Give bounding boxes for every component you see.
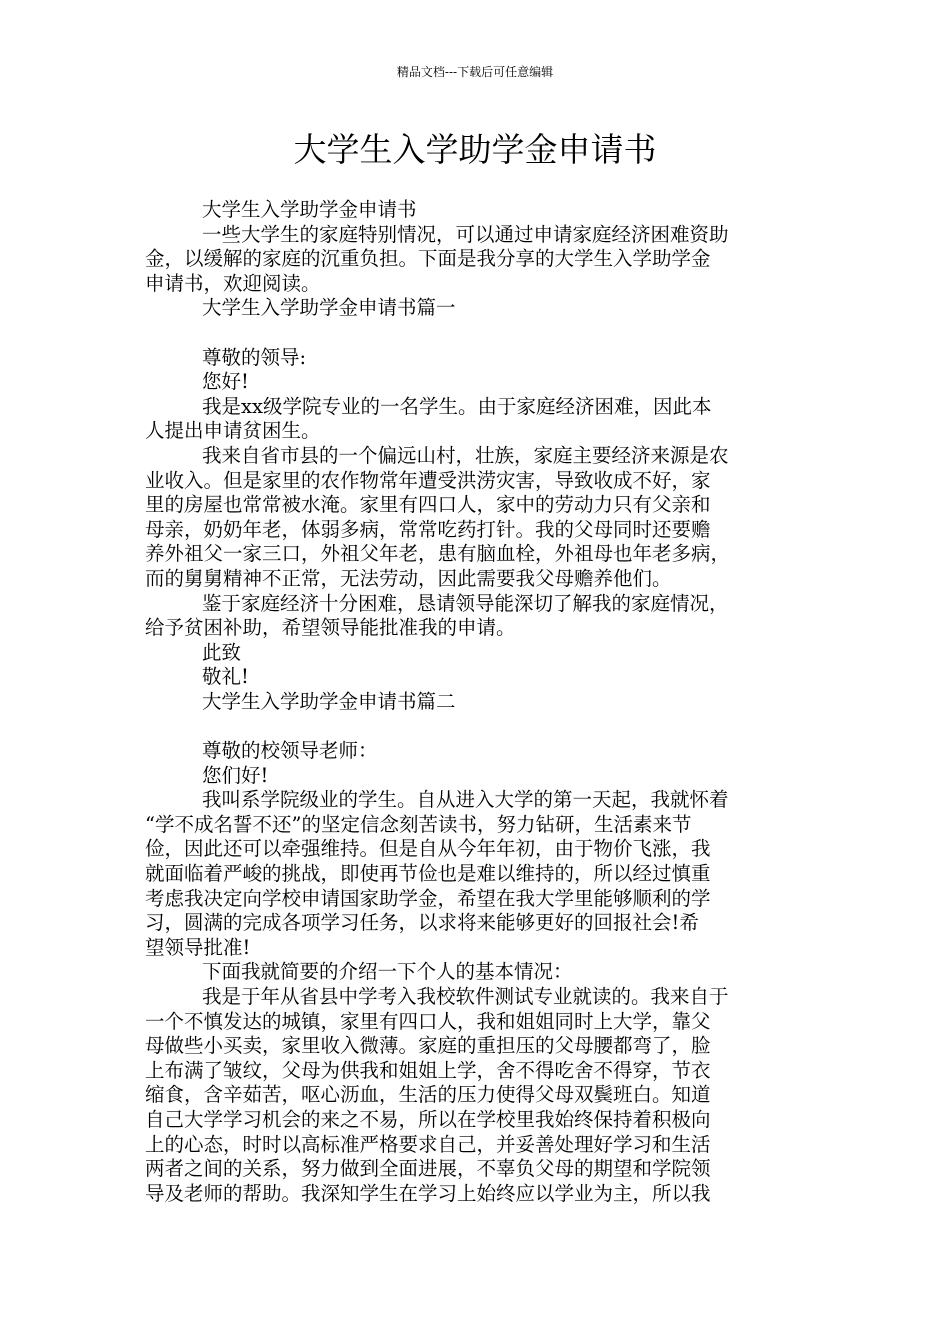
paragraph-line: 鉴于家庭经济十分困难，恳请领导能深切了解我的家庭情况，: [202, 591, 729, 615]
paragraph-line: 一个不慎发达的城镇，家里有四口人，我和姐姐同时上大学，靠父: [145, 1009, 711, 1033]
paragraph-line: 两者之间的关系，努力做到全面进展，不辜负父母的期望和学院领: [145, 1157, 711, 1181]
paragraph-line: 金，以缓解的家庭的沉重负担。下面是我分享的大学生入学助学金: [145, 247, 711, 271]
paragraph-line: 我叫系学院级业的学生。自从进入大学的第一天起，我就怀着: [202, 788, 729, 812]
paragraph-line: 导及老师的帮助。我深知学生在学习上始终应以学业为主，所以我: [145, 1181, 711, 1205]
document-title: 大学生入学助学金申请书: [293, 130, 657, 169]
paragraph-line: 我来自省市县的一个偏远山村，壮族，家庭主要经济来源是农: [202, 443, 729, 467]
paragraph-line: 而的舅舅精神不正常，无法劳动，因此需要我父母赡养他们。: [145, 566, 672, 590]
paragraph-line: 母亲，奶奶年老，体弱多病，常常吃药打针。我的父母同时还要赡: [145, 517, 711, 541]
section-heading: 大学生入学助学金申请书篇二: [202, 689, 456, 713]
salutation: 尊敬的领导:: [202, 345, 307, 369]
greeting: 您们好!: [202, 763, 269, 787]
section-heading: 大学生入学助学金申请书篇一: [202, 296, 456, 320]
paragraph-line: 就面临着严峻的挑战，即使再节俭也是难以维持的，所以经过慎重: [145, 862, 711, 886]
paragraph-line: 人提出申请贫困生。: [145, 419, 321, 443]
page-header-note: 精品文档---下载后可任意编辑: [396, 65, 554, 79]
greeting: 您好!: [202, 370, 249, 394]
paragraph-line: 申请书，欢迎阅读。: [145, 271, 321, 295]
paragraph-line: 养外祖父一家三口，外祖父年老，患有脑血栓，外祖母也年老多病，: [145, 542, 731, 566]
paragraph-line: 望领导批准!: [145, 935, 251, 959]
paragraph-line: 上的心态，时时以高标准严格要求自己，并妥善处理好学习和生活: [145, 1132, 711, 1156]
paragraph-line: “学不成名誓不还”的坚定信念刻苦读书，努力钻研，生活素来节: [145, 812, 692, 836]
paragraph-line: 上布满了皱纹，父母为供我和姐姐上学，舍不得吃舍不得穿，节衣: [145, 1058, 711, 1082]
paragraph-line: 自己大学学习机会的来之不易，所以在学校里我始终保持着积极向: [145, 1107, 711, 1131]
paragraph-line: 我是于年从省县中学考入我校软件测试专业就读的。我来自于: [202, 985, 729, 1008]
salutation: 尊敬的校领导老师：: [202, 739, 378, 763]
paragraph-line: 缩食，含辛茹苦，呕心沥血，生活的压力使得父母双鬓班白。知道: [145, 1083, 711, 1107]
paragraph-line: 一些大学生的家庭特别情况，可以通过申请家庭经济困难资助: [202, 222, 729, 246]
section-heading: 大学生入学助学金申请书: [202, 198, 417, 221]
blank-line: [145, 321, 807, 346]
closing-line: 此致: [202, 640, 242, 664]
paragraph-line: 下面我就简要的介绍一下个人的基本情况：: [202, 960, 573, 984]
paragraph-line: 习，圆满的完成各项学习任务，以求将来能够更好的回报社会!希: [145, 911, 699, 935]
paragraph-line: 母做些小买卖，家里收入微薄。家庭的重担压的父母腰都弯了，脸: [145, 1034, 711, 1058]
blank-line: [145, 714, 807, 739]
closing-line: 敬礼!: [202, 665, 249, 689]
paragraph-line: 业收入。但是家里的农作物常年遭受洪涝灾害，导致收成不好，家: [145, 468, 711, 492]
paragraph-line: 我是xx级学院专业的一名学生。由于家庭经济困难，因此本: [202, 394, 712, 418]
paragraph-line: 里的房屋也常常被水淹。家里有四口人，家中的劳动力只有父亲和: [145, 493, 711, 517]
document-body: [145, 198, 807, 1206]
paragraph-line: 考虑我决定向学校申请国家助学金，希望在我大学里能够顺利的学: [145, 886, 711, 910]
paragraph-line: 俭，因此还可以牵强维持。但是自从今年年初，由于物价飞涨，我: [145, 837, 711, 861]
paragraph-line: 给予贫困补助，希望领导能批准我的申请。: [145, 616, 516, 640]
